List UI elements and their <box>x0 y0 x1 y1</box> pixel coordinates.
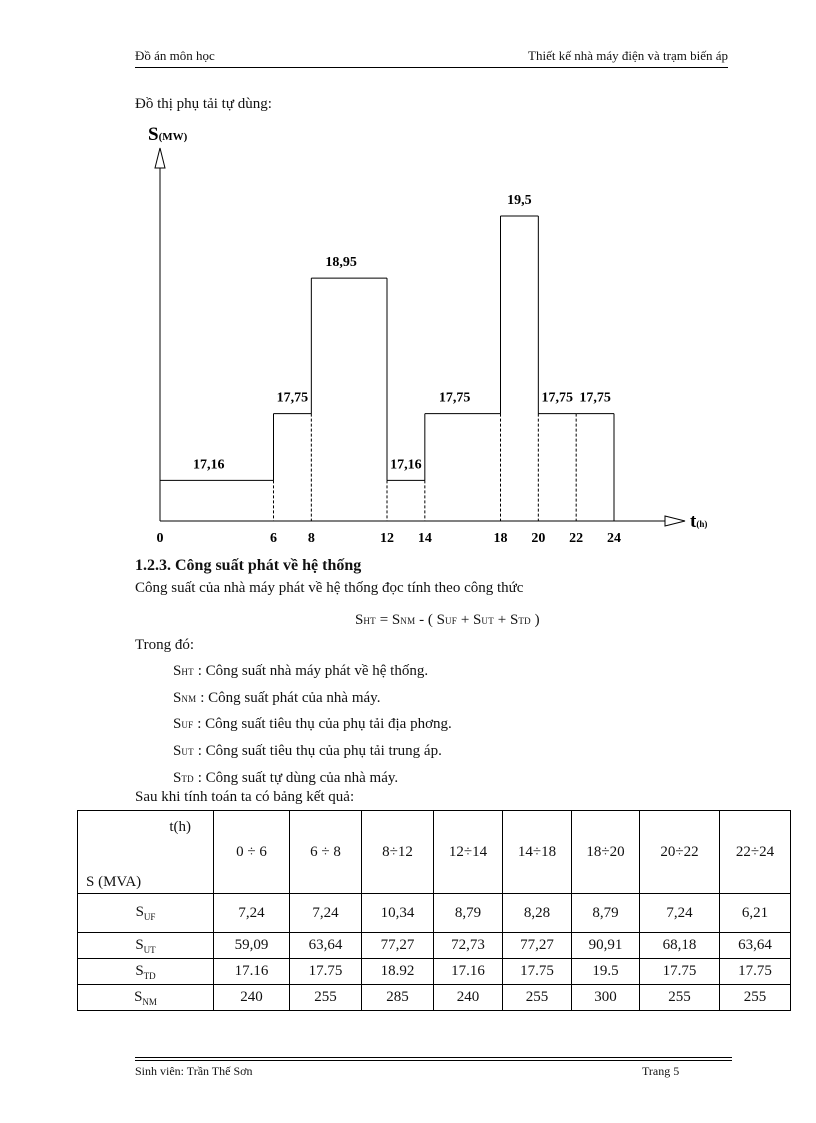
trong-do-label: Trong đó: <box>135 637 195 653</box>
table-cell: 8,79 <box>434 894 503 933</box>
definition-ht: SHT : Công suất nhà máy phát về hệ thống. <box>173 663 429 679</box>
table-cell: 17.75 <box>290 959 362 985</box>
x-axis-label: t(h) <box>690 511 708 532</box>
table-cell: 7,24 <box>640 894 720 933</box>
table-row <box>78 959 791 985</box>
table-cell: 77,27 <box>362 933 434 959</box>
table-header-row <box>78 811 791 894</box>
x-tick-label: 20 <box>531 531 546 546</box>
table-cell: 255 <box>640 985 720 1011</box>
segment-value-label: 17,75 <box>541 390 573 406</box>
x-tick-label: 0 <box>156 531 164 546</box>
x-tick-label: 12 <box>380 531 394 546</box>
table-cell: 300 <box>572 985 640 1011</box>
table-cell: 17.16 <box>434 959 503 985</box>
row-label-suf: $S_{UF}$ <box>78 894 214 933</box>
definition-uf: SUF : Công suất tiêu thụ của phụ tải địa phơng. <box>173 716 452 732</box>
corner-s-label: S (MVA) <box>86 874 142 890</box>
results-intro: Sau khi tính toán ta có bảng kết quả: <box>135 789 355 805</box>
corner-time-label: t(h) <box>169 819 191 835</box>
footer-rule-2 <box>135 1060 732 1061</box>
formula: SHT = SNM - ( SUF + SUT + STD ) <box>355 612 540 628</box>
table-cell: 63,64 <box>720 933 791 959</box>
table-cell: 255 <box>503 985 572 1011</box>
table-cell: 18.92 <box>362 959 434 985</box>
segment-value-label: 19,5 <box>507 193 532 208</box>
table-cell: 72,73 <box>434 933 503 959</box>
x-tick-label: 24 <box>607 531 621 546</box>
table-cell: 17.75 <box>720 959 791 985</box>
footer-left: Sinh viên: Trần Thế Sơn <box>135 1064 253 1078</box>
table-cell: 8,79 <box>572 894 640 933</box>
x-tick-label: 14 <box>417 531 432 546</box>
segment-value-label: 17,75 <box>276 390 309 406</box>
table-cell: 255 <box>720 985 791 1011</box>
y-axis-arrow <box>155 148 165 168</box>
table-corner-cell <box>78 811 214 894</box>
table-row <box>78 985 791 1011</box>
x-tick-label: 6 <box>270 531 277 546</box>
results-table <box>77 810 791 1011</box>
definition-td: STD : Công suất tự dùng của nhà máy. <box>173 770 399 786</box>
table-cell: 7,24 <box>214 894 290 933</box>
table-cell: 63,64 <box>290 933 362 959</box>
table-cell: 77,27 <box>503 933 572 959</box>
column-header: 18÷20 <box>572 811 640 894</box>
segment-value-label: 17,75 <box>438 390 471 406</box>
x-tick-label: 18 <box>493 531 508 546</box>
load-chart <box>0 0 816 560</box>
column-header: 22÷24 <box>720 811 791 894</box>
table-row <box>78 894 791 933</box>
table-cell: 17.16 <box>214 959 290 985</box>
column-header: 0 ÷ 6 <box>214 811 290 894</box>
row-label-sut: $S_{UT}$ <box>78 933 214 959</box>
segment-value-label: 17,16 <box>390 457 422 473</box>
segment-value-label: 17,16 <box>193 457 225 473</box>
row-label-snm: $S_{NM}$ <box>78 985 214 1011</box>
table-cell: 240 <box>434 985 503 1011</box>
footer-rule-1 <box>135 1057 732 1058</box>
table-cell: 285 <box>362 985 434 1011</box>
header-left: Đồ án môn học <box>135 48 215 63</box>
table-cell: 10,34 <box>362 894 434 933</box>
definition-ut: SUT : Công suất tiêu thụ của phụ tải trung áp. <box>173 743 442 759</box>
footer-right: Trang 5 <box>642 1064 680 1078</box>
segment-value-label: 18,95 <box>325 255 357 271</box>
column-header: 20÷22 <box>640 811 720 894</box>
table-cell: 240 <box>214 985 290 1011</box>
table-cell: 68,18 <box>640 933 720 959</box>
row-label-std: $S_{TD}$ <box>78 959 214 985</box>
y-axis-label: S(MW) <box>148 124 188 145</box>
section-heading: 1.2.3. Công suất phát về hệ thống <box>135 557 362 574</box>
column-header: 8÷12 <box>362 811 434 894</box>
table-cell: 6,21 <box>720 894 791 933</box>
table-cell: 17.75 <box>640 959 720 985</box>
table-cell: 255 <box>290 985 362 1011</box>
x-axis-arrow <box>665 516 685 526</box>
table-cell: 17.75 <box>503 959 572 985</box>
column-header: 6 ÷ 8 <box>290 811 362 894</box>
table-cell: 19.5 <box>572 959 640 985</box>
definition-nm: SNM : Công suất phát của nhà máy. <box>173 690 381 706</box>
column-header: 14÷18 <box>503 811 572 894</box>
segment-value-label: 17,75 <box>579 390 611 406</box>
table-cell: 59,09 <box>214 933 290 959</box>
column-header: 12÷14 <box>434 811 503 894</box>
header-right: Thiết kế nhà máy điện và trạm biến áp <box>528 48 728 63</box>
table-row <box>78 933 791 959</box>
table-cell: 7,24 <box>290 894 362 933</box>
table-cell: 90,91 <box>572 933 640 959</box>
x-tick-label: 22 <box>569 531 584 546</box>
graph-title: Đồ thị phụ tải tự dùng: <box>135 96 272 112</box>
section-intro: Công suất của nhà máy phát về hệ thống đọc tính theo công thức <box>135 580 524 596</box>
x-tick-label: 8 <box>307 531 315 546</box>
table-cell: 8,28 <box>503 894 572 933</box>
